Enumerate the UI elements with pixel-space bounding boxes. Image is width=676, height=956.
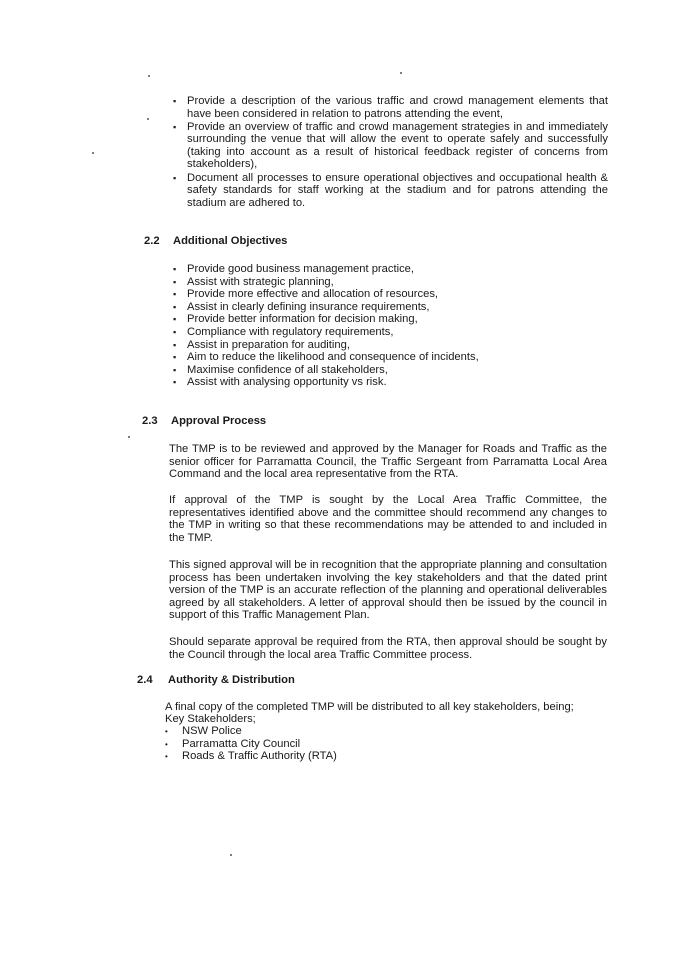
stakeholders-bullet-list [165, 725, 465, 763]
paragraph: This signed approval will be in recognition that the appropriate planning and consultation process has been undertaken involving the key stakeholders and that the dated print version of the TMP is an accurate reflection of the planning and operational deliverables agreed by all stakeholders. A letter of approval should then be issued by the council in support of this Traffic Management Plan. [169, 559, 607, 622]
list-item: ▪ Provide an overview of traffic and crowd management strategies in and immediately surrounding the venue that will allow the event to operate safely and successfully (taking into account as a result of historical feedback register of concerns from stakeholders), [173, 121, 608, 171]
scan-speck [128, 436, 130, 438]
list-item: ▪ Provide good business management practice, [173, 263, 593, 276]
section-number: 2.3 [142, 415, 158, 427]
list-item: ▪ Aim to reduce the likelihood and consequence of incidents, [173, 351, 593, 364]
list-item: ▪ Provide a description of the various traffic and crowd management elements that have been considered in relation to patrons attending the event, [173, 95, 608, 120]
section-title: Approval Process [171, 415, 267, 427]
list-item: ▪ Assist in preparation for auditing, [173, 339, 593, 352]
list-item: ▪ Assist in clearly defining insurance requirements, [173, 301, 593, 314]
scan-speck [230, 854, 232, 856]
subheading: Key Stakeholders; [165, 713, 256, 725]
list-item: ▪ Compliance with regulatory requirements, [173, 326, 593, 339]
section-title: Additional Objectives [173, 235, 288, 247]
scan-speck [400, 72, 402, 74]
list-item: ▪ Assist with strategic planning, [173, 276, 593, 289]
paragraph: The TMP is to be reviewed and approved by the Manager for Roads and Traffic as the senior officer for Parramatta Council, the Traffic Sergeant from Parramatta Local Area Command and the local area representative from the RTA. [169, 443, 607, 481]
intro-bullet-list [173, 95, 608, 210]
list-item: • Parramatta City Council [165, 738, 465, 751]
section-heading-2-3 [142, 415, 266, 428]
paragraph: If approval of the TMP is sought by the Local Area Traffic Committee, the representatives identified above and the committee should recommend any changes to the TMP in writing so that these recommendations may be attended to and included in the TMP. [169, 494, 607, 544]
scan-speck [147, 118, 149, 120]
section-title: Authority & Distribution [168, 674, 295, 686]
scan-speck [92, 152, 94, 154]
section-heading-2-2 [144, 235, 287, 248]
list-item: ▪ Assist with analysing opportunity vs risk. [173, 376, 593, 389]
section-number: 2.4 [137, 674, 153, 686]
objectives-bullet-list [173, 263, 593, 389]
list-item: ▪ Maximise confidence of all stakeholders, [173, 364, 593, 377]
list-item: ▪ Document all processes to ensure operational objectives and occupational health & safety standards for staff working at the stadium and for patrons attending the stadium are adhered to. [173, 172, 608, 210]
list-item: • Roads & Traffic Authority (RTA) [165, 750, 465, 763]
paragraph: Should separate approval be required from the RTA, then approval should be sought by the Council through the local area Traffic Committee process. [169, 636, 607, 661]
list-item: ▪ Provide more effective and allocation of resources, [173, 288, 593, 301]
paragraph: A final copy of the completed TMP will be distributed to all key stakeholders, being; [165, 701, 574, 713]
section-heading-2-4 [137, 674, 295, 687]
list-item: ▪ Provide better information for decision making, [173, 313, 593, 326]
list-item: • NSW Police [165, 725, 465, 738]
section-number: 2.2 [144, 235, 160, 247]
scan-speck [148, 75, 150, 77]
